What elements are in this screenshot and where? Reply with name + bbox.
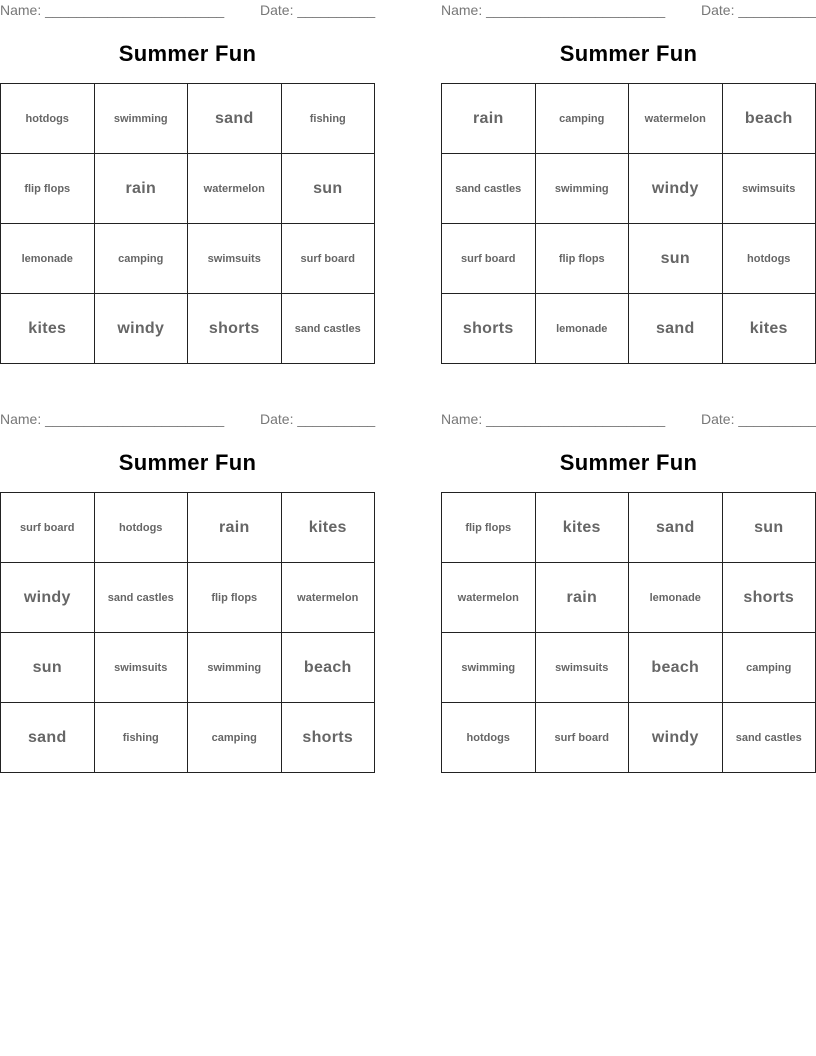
bingo-cell: flip flops (536, 224, 630, 294)
bingo-cell: lemonade (629, 563, 723, 633)
bingo-cell: surf board (1, 493, 95, 563)
bingo-cell: beach (282, 633, 376, 703)
date-field-label: Date: __________ (260, 411, 376, 427)
bingo-card-3 (0, 409, 375, 774)
bingo-cell: beach (629, 633, 723, 703)
name-field-label: Name: _______________________ (0, 411, 225, 427)
bingo-cell: hotdogs (95, 493, 189, 563)
name-field-label: Name: _______________________ (441, 2, 666, 18)
bingo-cell: kites (536, 493, 630, 563)
bingo-cell: shorts (723, 563, 816, 633)
bingo-cell: sand castles (442, 154, 536, 224)
bingo-cell: swimsuits (188, 224, 282, 294)
bingo-cell: swimsuits (95, 633, 189, 703)
bingo-cell: shorts (282, 703, 376, 773)
bingo-grid (441, 83, 816, 364)
bingo-cell: surf board (442, 224, 536, 294)
card-title: Summer Fun (118, 41, 257, 66)
bingo-cell: sun (1, 633, 95, 703)
bingo-cell: rain (188, 493, 282, 563)
bingo-cell: surf board (282, 224, 376, 294)
bingo-cell: windy (95, 294, 189, 364)
bingo-cell: watermelon (188, 154, 282, 224)
bingo-cell: fishing (282, 84, 376, 154)
bingo-cell: sand (1, 703, 95, 773)
bingo-cell: windy (629, 154, 723, 224)
date-field-label: Date: __________ (701, 2, 816, 18)
bingo-cell: sand castles (723, 703, 816, 773)
bingo-grid (441, 492, 816, 773)
name-field-label: Name: _______________________ (441, 411, 666, 427)
bingo-cell: camping (188, 703, 282, 773)
name-field-label: Name: _______________________ (0, 2, 225, 18)
bingo-card-2 (441, 0, 816, 365)
bingo-cell: flip flops (442, 493, 536, 563)
bingo-cell: hotdogs (723, 224, 816, 294)
card-title: Summer Fun (559, 41, 698, 66)
bingo-cell: hotdogs (442, 703, 536, 773)
bingo-cell: rain (95, 154, 189, 224)
card-title: Summer Fun (559, 450, 698, 475)
bingo-cell: sand (188, 84, 282, 154)
bingo-cell: sun (629, 224, 723, 294)
bingo-cell: sun (282, 154, 376, 224)
bingo-cell: fishing (95, 703, 189, 773)
bingo-cell: lemonade (1, 224, 95, 294)
bingo-cell: camping (723, 633, 816, 703)
bingo-cell: sand (629, 493, 723, 563)
bingo-cell: hotdogs (1, 84, 95, 154)
card-title: Summer Fun (118, 450, 257, 475)
bingo-grid (0, 492, 375, 773)
bingo-cell: swimsuits (723, 154, 816, 224)
bingo-cell: camping (536, 84, 630, 154)
bingo-cell: watermelon (629, 84, 723, 154)
bingo-cell: windy (629, 703, 723, 773)
bingo-cell: lemonade (536, 294, 630, 364)
bingo-cell: camping (95, 224, 189, 294)
bingo-card-1 (0, 0, 375, 365)
bingo-cell: flip flops (1, 154, 95, 224)
bingo-cell: watermelon (282, 563, 376, 633)
bingo-cell: swimming (442, 633, 536, 703)
bingo-card-4 (441, 409, 816, 774)
bingo-cell: swimming (188, 633, 282, 703)
bingo-cell: rain (536, 563, 630, 633)
bingo-cell: swimming (536, 154, 630, 224)
bingo-cell: beach (723, 84, 816, 154)
bingo-cell: surf board (536, 703, 630, 773)
bingo-cell: kites (723, 294, 816, 364)
bingo-cell: swimming (95, 84, 189, 154)
bingo-cell: windy (1, 563, 95, 633)
bingo-cell: flip flops (188, 563, 282, 633)
bingo-cell: sun (723, 493, 816, 563)
bingo-cell: sand castles (282, 294, 376, 364)
bingo-cell: shorts (188, 294, 282, 364)
date-field-label: Date: __________ (701, 411, 816, 427)
bingo-cell: watermelon (442, 563, 536, 633)
bingo-cell: swimsuits (536, 633, 630, 703)
bingo-cell: kites (1, 294, 95, 364)
bingo-cell: rain (442, 84, 536, 154)
bingo-cell: sand (629, 294, 723, 364)
bingo-grid (0, 83, 375, 364)
bingo-cell: shorts (442, 294, 536, 364)
bingo-cell: sand castles (95, 563, 189, 633)
date-field-label: Date: __________ (260, 2, 376, 18)
bingo-cell: kites (282, 493, 376, 563)
